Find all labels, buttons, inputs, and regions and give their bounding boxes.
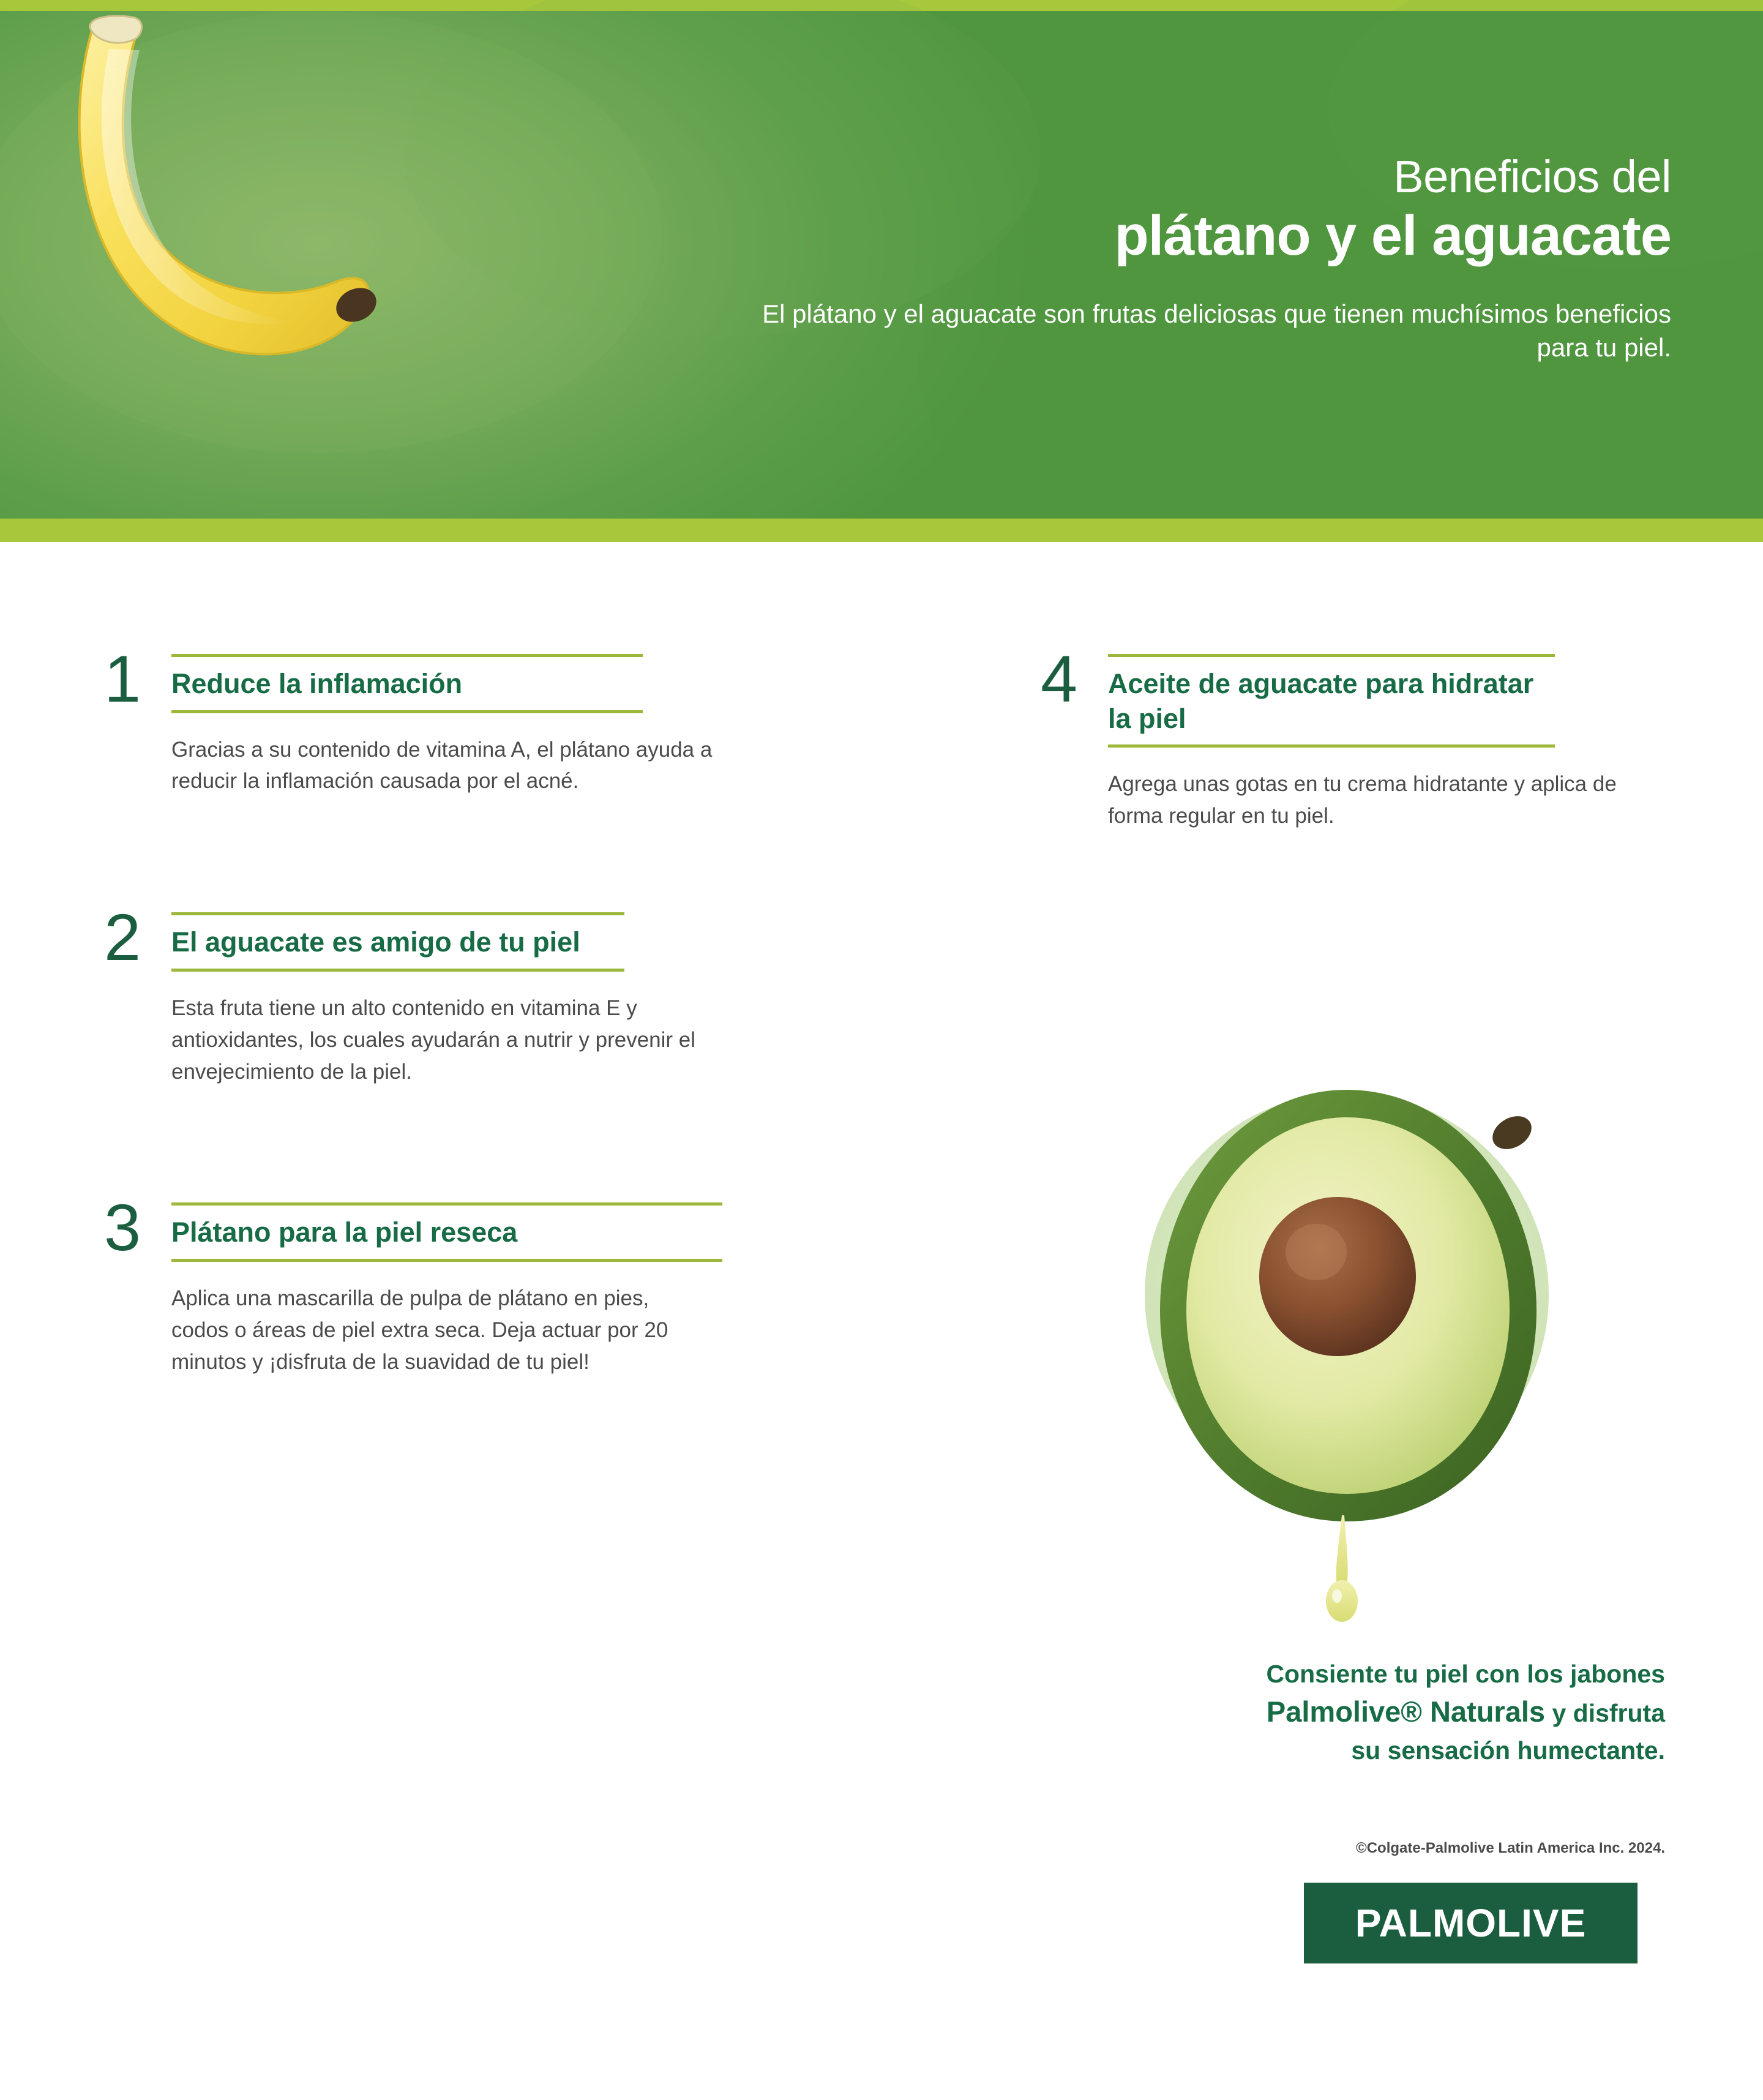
avocado-image — [1028, 1032, 1677, 1644]
promo-brand: Palmolive® Naturals — [1266, 1695, 1546, 1728]
palmolive-logo — [1304, 1883, 1638, 1963]
divider-bottom — [171, 969, 624, 972]
benefit-item-1 — [104, 642, 826, 797]
banana-image — [49, 12, 600, 502]
promo-line3: su sensación humectante. — [1351, 1736, 1665, 1764]
hero-title-line2: plátano y el aguacate — [1114, 204, 1671, 267]
hero-subtitle: El plátano y el aguacate son frutas deliciosas que tienen muchísimos beneficios para tu piel. — [762, 299, 1671, 362]
benefit-number: 3 — [104, 1190, 141, 1265]
divider-bottom — [1108, 744, 1555, 748]
promo-text — [1041, 1656, 1665, 1768]
benefits-column-right — [1041, 642, 1665, 832]
benefit-body: Aplica una mascarilla de pulpa de plátano en pies, codos o áreas de piel extra seca. Deja actuar por 20 minutos y ¡disfruta de la suavidad de tu piel! — [171, 1286, 668, 1374]
benefit-body: Gracias a su contenido de vitamina A, el plátano ayuda a reducir la inflamación causada por el acné. — [171, 737, 713, 793]
copyright-text: ©Colgate-Palmolive Latin America Inc. 2024. — [1356, 1840, 1665, 1856]
hero-title-line1: Beneficios del — [1393, 151, 1671, 202]
benefit-item-4 — [1041, 642, 1665, 832]
promo-line2-tail: y disfruta — [1545, 1699, 1665, 1728]
benefit-body: Esta fruta tiene un alto contenido en vitamina E y antioxidantes, los cuales ayudarán a nutrir y prevenir el envejecimiento de la piel. — [171, 996, 696, 1084]
benefit-number: 2 — [104, 900, 141, 975]
hero-text-block — [716, 153, 1671, 365]
hero-banner — [0, 0, 1763, 542]
logo-text: PALMOLIVE — [1355, 1901, 1587, 1945]
benefit-title: Plátano para la piel reseca — [171, 1217, 518, 1248]
benefit-number: 1 — [104, 642, 141, 716]
benefit-title: Reduce la inflamación — [171, 668, 463, 699]
content-area — [0, 542, 1763, 2100]
divider-bottom — [171, 710, 643, 713]
divider-bottom — [171, 1259, 722, 1262]
benefit-number: 4 — [1041, 642, 1078, 716]
benefit-body: Agrega unas gotas en tu crema hidratante y aplica de forma regular en tu piel. — [1108, 772, 1617, 828]
benefit-item-3 — [104, 1190, 826, 1378]
benefit-title: El aguacate es amigo de tu piel — [171, 926, 580, 958]
benefits-column-left — [104, 642, 826, 1378]
promo-line1: Consiente tu piel con los jabones — [1266, 1660, 1665, 1688]
benefit-item-2 — [104, 900, 826, 1087]
bottom-accent-strip — [0, 519, 1763, 542]
benefit-title: Aceite de aguacate para hidratar la piel — [1108, 668, 1534, 734]
